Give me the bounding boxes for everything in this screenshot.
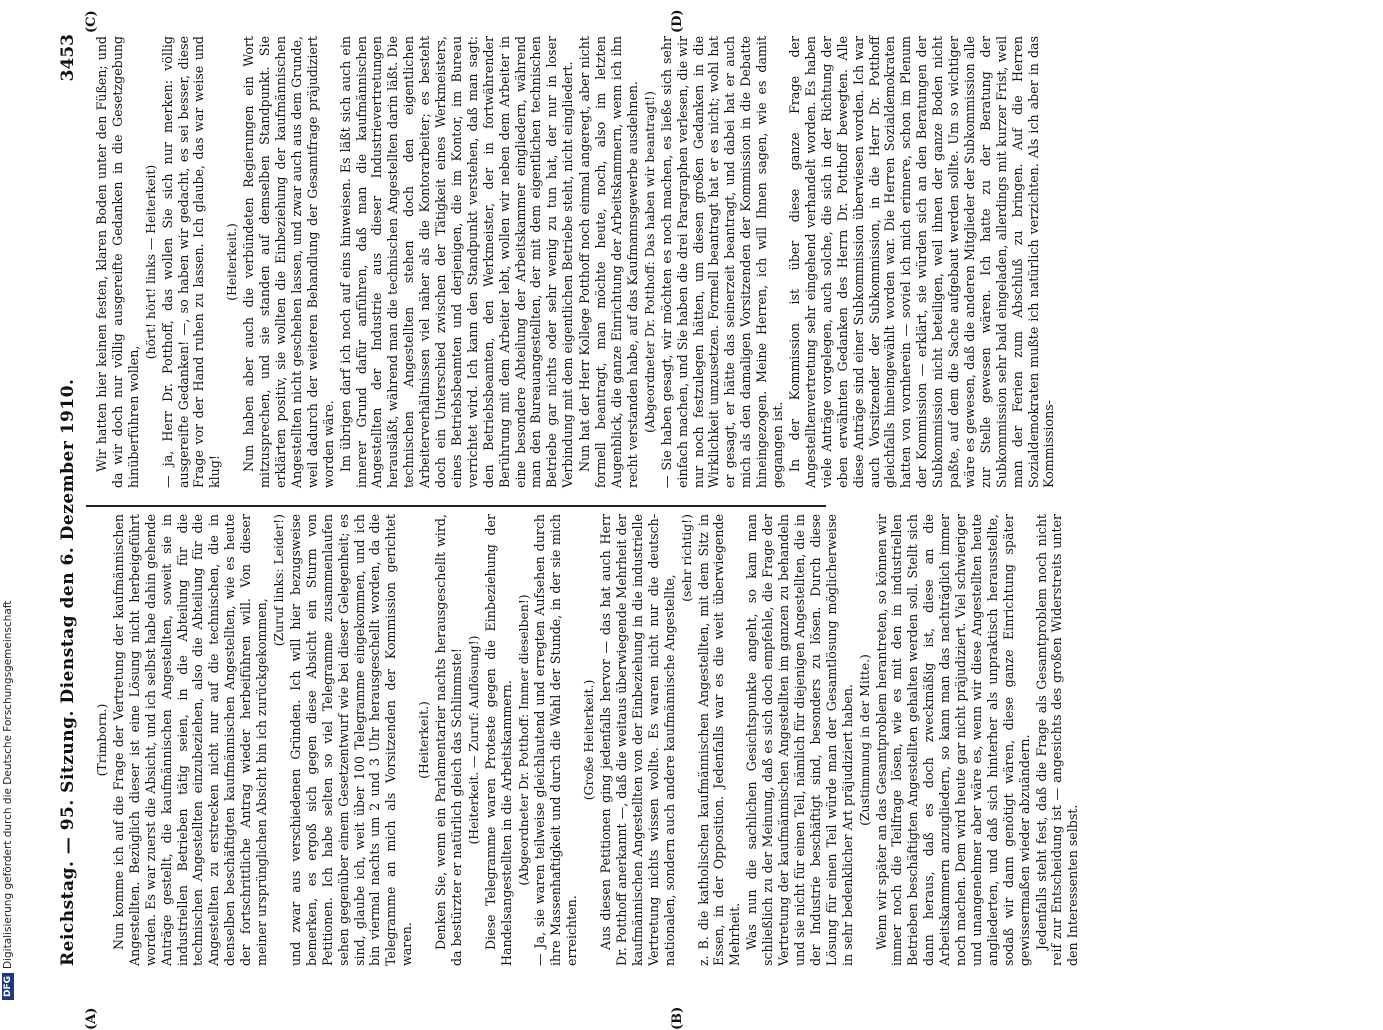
column-divider — [86, 505, 826, 507]
paragraph: Wir hatten hier keinen festen, klaren Boden unter den Füßen; und da wir doch nur völlig ausgereifte Gedanken in die Gesetzgebung hinüberführen wollen, — [94, 36, 141, 488]
paragraph: In der Kommission ist über diese ganze Frage der Angestelltenvertretung sehr eingehend verhandelt worden. Es haben viele Anträge vorgelegen, auch solche, die sich in der Richtung der eben erwähnten Gedanken des Herrn Dr. Potthoff bewegten. Alle diese Anträge sind einer Subkommission überwiesen worden. Ich war auch Vorsitzender der Subkommission, in die Herr Dr. Potthoff gleichfalls hineingewählt worden war. Die Herren Sozialdemokraten hatten von vornherein — soviel ich mich erinnere, schon im Plenum der Kommission — erklärt, sie würden sich an den Beratungen der Subkommission nicht beteiligen, weil ihnen der ganze Boden nicht paßte, auf dem die Sache aufgebaut werden sollte. Um so wichtiger wäre es gewesen, daß die anderen Mitglieder der Subkommission alle zur Stelle gewesen wären. Ich hatte zu der Beratung der Subkommission sehr bald eingeladen, allerdings mit kurzer Frist, weil man der Ferien zum Abschluß zu bringen. Auf die Herren Sozialdemokraten mußte ich natürlich verzichten. Als ich aber in das Kommissions- — [786, 36, 1057, 488]
interjection: (sehr richtig!) — [678, 514, 694, 602]
digitization-credit-text: Digitalisierung gefördert durch die Deutsche Forschungsgemeinschaft — [2, 600, 14, 969]
paragraph: Diese Telegramme waren Proteste gegen die Einbeziehung der Handelsangestellten in die Arbeitskammern. — [482, 514, 514, 966]
left-column — [94, 514, 1082, 966]
page-number: 3453 — [58, 34, 78, 82]
running-title: Reichstag. — 95. Sitzung. Dienstag den 6. Dezember 1910. — [58, 378, 78, 966]
paragraph: — Ja, sie waren teilweise gleichlautend und erregten Aufsehen durch ihre Massenhaftigkeit und durch die Wahl der Stunde, in der sie mich erreichten. — [532, 514, 580, 966]
paragraph: Was nun die sachlichen Gesichtspunkte angeht, so kam man schließlich zu der Meinung, daß es sich doch empfehle, die Frage der Vertretung der kaufmännischen Angestellten im ganzen zu behandeln und sie nicht für einen Teil, nämlich für diejenigen Angestellten, die in der Industrie beschäftigt sind, besonders zu lösen. Durch diese Lösung für einen Teil würde man der Gesamtlösung möglicherweise in sehr bedenklicher Art präjudiziert haben. — [744, 514, 855, 966]
interjection: (Zustimmung in der Mitte.) — [856, 654, 872, 826]
paragraph: Aus diesen Petitionen ging jedenfalls hervor — das hat auch Herr Dr. Potthoff anerkannt —, daß die weitaus überwiegende Mehrheit der kaufmännischen Angestellten von der Einbeziehung in die industrielle Vertretung nichts wissen wollte. Es waren nicht nur die deutsch-nationalen, sondern auch andere kaufmännische Angestellte, — [598, 514, 677, 966]
interjection: (Heiterkeit.) — [416, 701, 432, 779]
paragraph: und zwar aus verschiedenen Gründen. Ich will hier bezugsweise bemerken, es ergoß sich gegen diese Absicht ein Sturm von Petitionen. Ich habe selten so viel Telegramme zusammenlaufen sehen gegenüber einem Gesetzentwurf wie bei dieser Gelegenheit; es sind, glaube ich, weit über 100 Telegramme eingekommen, und ich bin viermal nachts um 2 und 3 Uhr herausgeschellt worden, da die Telegramme an mich als Vorsitzenden der Kommission gerichtet waren. — [287, 514, 415, 966]
interjection: (Heiterkeit.) — [224, 223, 240, 301]
interjection: (Zuruf links: Leider!) — [270, 514, 286, 647]
paragraph: Wenn wir später an das Gesamtproblem herantreten, so können wir immer noch die Teilfrage lösen, wie es mit den in industriellen Betrieben beschäftigten Angestellten gehalten werden soll. Stellt sich dann heraus, daß es doch zweckmäßig ist, diese an die Arbeitskammern anzugliedern, so kann man das nachträglich immer noch machen. Dem wird heute gar nicht präjudiziert. Viel schwieriger und unangenehmer aber wäre es, wenn wir diese Angestellten heute angliederten, und daß sich hinterher als unpraktisch herausstellte, sodaß wir dann genötigt wären, diese ganze Einrichtung später gewissermaßen wieder abzuändern. — [873, 514, 1032, 966]
margin-marker-d: (D) — [670, 9, 685, 33]
paragraph: Nun hat der Herr Kollege Potthoff noch einmal angeregt, aber nicht formell beantragt, man möchte heute, noch, also im letzten Augenblick, die ganze Einrichtung der Arbeitskammern, wenn ich ihn recht verstanden habe, auf das Kaufmannsgewerbe ausdehnen. — [577, 36, 640, 488]
interjection: (Abgeordneter Dr. Potthoff: Das haben wir beantragt!) — [641, 91, 657, 434]
interjection: (Große Heiterkeit.) — [581, 679, 597, 801]
page-header — [58, 34, 88, 966]
paragraph: z. B. die katholischen kaufmännischen Angestellten, mit dem Sitz in Essen, in der Opposition. Jedenfalls war es die weit überwiegende Mehrheit. — [695, 514, 743, 966]
paragraph: — ja, Herr Dr. Potthoff, das wollen Sie sich nur merken: völlig ausgereifte Gedanken! —, so haben wir gedacht, es sei besser, diese Frage vor der Hand ruhen zu lassen. Ich glaube, das war weise und klug! — [159, 36, 223, 488]
interjection: (Trimborn.) — [94, 703, 109, 777]
dfg-logo: DFG — [2, 973, 14, 1000]
right-column — [94, 36, 1082, 488]
margin-marker-c: (C) — [84, 10, 99, 33]
paragraph: Nun komme ich auf die Frage der Vertretung der kaufmännischen Angestellten. Bezüglich dieser ist eine Lösung nicht herbeigeführt worden. Es war zuerst die Absicht, und ich selbst habe dahin gehende Anträge gestellt, die kaufmännischen Angestellten, soweit sie in industriellen Betrieben tätig seien, in die Abteilung für die technischen Angestellten einzubeziehen, also die Abteilung für die Angestellten zu erstrecken nicht nur auf die technischen, die in denselben beschäftigten kaufmännischen Angestellten, wie es heute der fortschrittliche Antrag wieder herbeiführen will. Von dieser meiner ursprünglichen Absicht bin ich zurückgekommen, — [110, 514, 270, 966]
paragraph: Nun haben aber auch die verbündeten Regierungen ein Wort mitzusprechen, und sie standen auf demselben Standpunkt. Sie erklärten positiv, sie wollten die Einbeziehung der kaufmännischen Angestellten nicht geschehen lassen, und zwar auch aus dem Grunde, weil dadurch der weiteren Behandlung der Gesamtfrage präjudiziert worden wäre. — [241, 36, 336, 488]
digitization-credit — [0, 0, 16, 1000]
interjection: (hört! hört! links — Heiterkeit) — [142, 164, 158, 360]
margin-marker-b: (B) — [670, 1006, 685, 1030]
paragraph: — Sie haben gesagt, wir möchten es noch machen, es ließe sich sehr einfach machen, und Sie haben die drei Paragraphen verlesen, die wir nur noch festzulegen hätten, um diesen großen Gedanken in die Wirklichkeit umzusetzen. Formell beantragt hat er es nicht; wohl hat er gesagt, er hätte das seinerzeit beantragt, und dabei hat er auch mich als den damaligen Vorsitzenden der Kommission in die Debatte hineingezogen. Meine Herren, ich will Ihnen sagen, wie es damit gegangen ist. — [658, 36, 786, 488]
document-page — [40, 0, 1340, 1030]
interjection: (Abgeordneter Dr. Potthoff: Immer dieselben!) — [515, 594, 531, 886]
interjection: (Heiterkeit. — Zuruf: Auflösung!) — [465, 635, 481, 845]
paragraph: Jedenfalls steht fest, daß die Frage als Gesamtproblem noch nicht reif zur Entscheidung ist — angesichts des großen Widerstreits unter den Interessenten selbst. — [1033, 514, 1081, 966]
margin-marker-a: (A) — [84, 1007, 99, 1030]
paragraph: Denken Sie, wenn ein Parlamentarier nachts herausgeschellt wird, da bestürzter er natürlich gleich das Schlimmste! — [433, 514, 464, 966]
paragraph: Im übrigen darf ich noch auf eins hinweisen. Es läßt sich auch ein innerer Grund dafür anführen, daß man die kaufmännischen Angestellten der Industrie aus dieser Industrievertretungen herausläßt, während man die technischen Angestellten darin läßt. Die technischen Angestellten stehen doch den eigentlichen Arbeiterverhältnissen viel näher als die Kontorarbeiter; es besteht doch ein Unterschied zwischen der Tätigkeit eines Werkmeisters, eines Betriebsbeamten und derjenigen, die im Kontor, im Bureau verrichtet wird. Ich kann den Standpunkt verstehen, daß man sagt: den Betriebsbeamten, den Werkmeister, der in fortwährender Berührung mit dem Arbeiter lebt, wollen wir neben dem Arbeiter in eine besondere Abteilung der Arbeitskammer eingliedern, während man den Bureauangestellten, der mit dem eigentlichen technischen Betriebe gar nichts oder sehr wenig zu tun hat, der nur in loser Verbindung mit dem eigentlichen Betriebe steht, nicht eingliedert. — [337, 36, 576, 488]
